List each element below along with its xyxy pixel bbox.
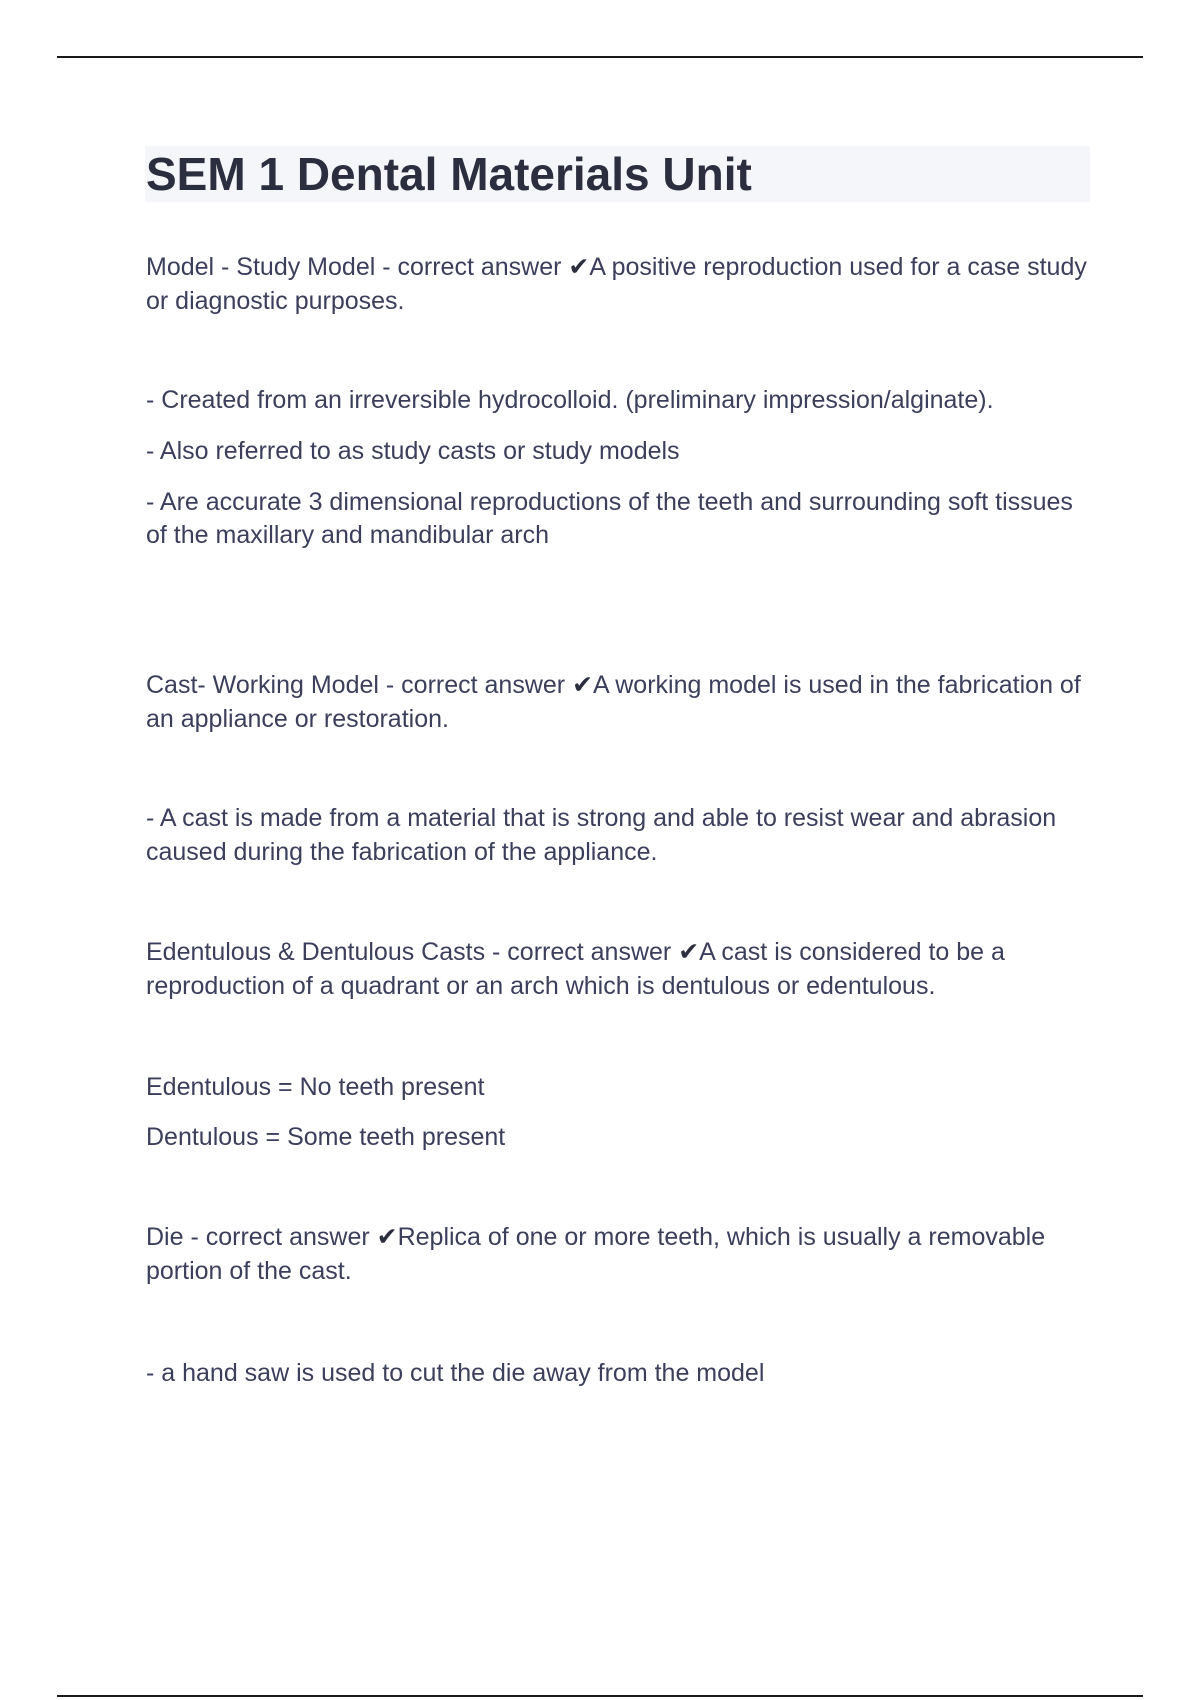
note-line: - A cast is made from a material that is strong and able to resist wear and abrasion caused during the fabrication of the appliance. xyxy=(146,804,1057,866)
qa-entry-die xyxy=(146,1220,1096,1288)
answer: A cast is considered to be a reproduction of a quadrant or an arch which is dentulous or edentulous. xyxy=(146,938,1005,1000)
answer: A working model is used in the fabrication of an appliance or restoration. xyxy=(146,671,1081,733)
note-line: Dentulous = Some teeth present xyxy=(146,1123,506,1151)
answer: A positive reproduction used for a case study or diagnostic purposes. xyxy=(146,253,1087,315)
qa-entry-working-model xyxy=(146,668,1096,736)
answer: Replica of one or more teeth, which is usually a removable portion of the cast. xyxy=(146,1223,1046,1285)
term: Cast- Working Model - correct answer xyxy=(146,671,573,699)
check-icon: ✔ xyxy=(376,1223,398,1251)
bottom-rule xyxy=(57,1695,1143,1697)
note-line: - Also referred to as study casts or study models xyxy=(146,437,680,465)
qa-entry-edentulous-dentulous xyxy=(146,935,1096,1003)
term: Edentulous & Dentulous Casts - correct answer xyxy=(146,938,679,966)
top-rule xyxy=(57,56,1143,58)
term: Model - Study Model - correct answer xyxy=(146,253,569,281)
page-title: SEM 1 Dental Materials Unit xyxy=(146,148,752,200)
check-icon: ✔ xyxy=(678,938,700,966)
note-line: - Are accurate 3 dimensional reproductions of the teeth and surrounding soft tissues of the maxillary and mandibular arch xyxy=(146,488,1073,549)
note-line: Edentulous = No teeth present xyxy=(146,1073,485,1101)
note-line: - Created from an irreversible hydrocolloid. (preliminary impression/alginate). xyxy=(146,386,994,414)
check-icon: ✔ xyxy=(572,671,594,699)
check-icon: ✔ xyxy=(568,253,590,281)
note-line: - a hand saw is used to cut the die away from the model xyxy=(146,1359,765,1387)
qa-entry-study-model xyxy=(146,250,1096,318)
term: Die - correct answer xyxy=(146,1223,377,1251)
